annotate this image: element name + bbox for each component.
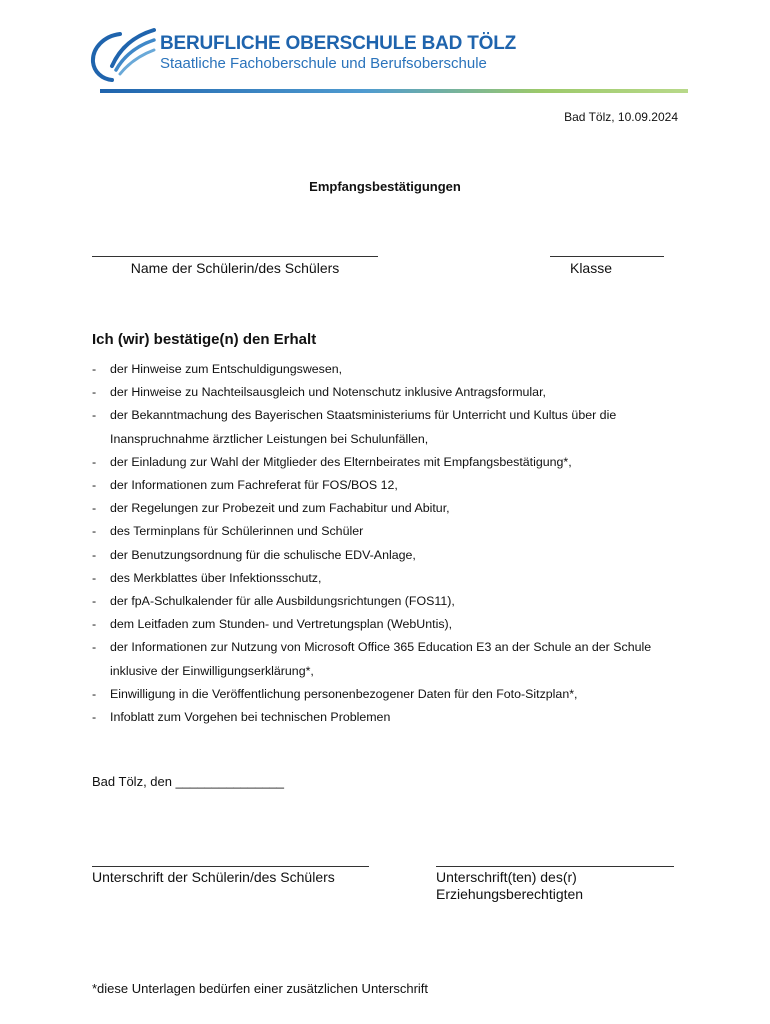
list-item: - der Hinweise zum Entschuldigungswesen,: [92, 358, 692, 381]
student-name-field[interactable]: [92, 256, 378, 257]
swoosh-logo-icon: [90, 26, 156, 82]
class-label: Klasse: [569, 260, 613, 276]
list-item: - des Merkblattes über Infektionsschutz,: [92, 567, 692, 590]
footnote: *diese Unterlagen bedürfen einer zusätzlichen Unterschrift: [92, 981, 429, 996]
place-date-line: Bad Tölz, den _______________: [92, 774, 285, 789]
list-item: - dem Leitfaden zum Stunden- und Vertretungsplan (WebUntis),: [92, 613, 692, 636]
list-item: - der fpA-Schulkalender für alle Ausbildungsrichtungen (FOS11),: [92, 590, 692, 613]
list-item: - der Benutzungsordnung für die schulische EDV-Anlage,: [92, 544, 692, 567]
document-title: Empfangsbestätigungen: [309, 179, 461, 194]
guardian-signature-label-line1: Unterschrift(ten) des(r): [436, 869, 577, 885]
list-item: - Infoblatt zum Vorgehen bei technischen Problemen: [92, 706, 692, 729]
guardian-signature-label-line2: Erziehungsberechtigten: [436, 886, 584, 902]
student-signature-field[interactable]: [92, 866, 369, 867]
school-name: BERUFLICHE OBERSCHULE BAD TÖLZ: [160, 33, 517, 54]
document-date: Bad Tölz, 10.09.2024: [564, 110, 678, 124]
list-item: - der Informationen zum Fachreferat für FOS/BOS 12,: [92, 474, 692, 497]
list-item: - Einwilligung in die Veröffentlichung personenbezogener Daten für den Foto-Sitzplan*,: [92, 683, 692, 706]
section-heading: Ich (wir) bestätige(n) den Erhalt: [92, 331, 317, 348]
school-subtitle: Staatliche Fachoberschule und Berufsoberschule: [160, 55, 487, 72]
list-item: - der Einladung zur Wahl der Mitglieder des Elternbeirates mit Empfangsbestätigung*,: [92, 451, 692, 474]
list-item: - der Regelungen zur Probezeit und zum Fachabitur und Abitur,: [92, 497, 692, 520]
student-signature-label: Unterschrift der Schülerin/des Schülers: [92, 869, 335, 885]
list-item: - der Hinweise zu Nachteilsausgleich und Notenschutz inklusive Antragsformular,: [92, 381, 692, 404]
list-item: - der Informationen zur Nutzung von Microsoft Office 365 Education E3 an der Schule an der Schule inklusive der Einwilligungserklärung*,: [92, 636, 692, 682]
student-name-label: Name der Schülerin/des Schülers: [130, 260, 340, 276]
list-item: - der Bekanntmachung des Bayerischen Staatsministeriums für Unterricht und Kultus über die Inanspruchnahme ärztlicher Leistungen bei Schulunfällen,: [92, 404, 692, 450]
receipt-list: [92, 358, 692, 729]
guardian-signature-field[interactable]: [436, 866, 674, 867]
list-item: - des Terminplans für Schülerinnen und Schüler: [92, 520, 692, 543]
header-divider: [100, 89, 688, 93]
class-field[interactable]: [550, 256, 664, 257]
